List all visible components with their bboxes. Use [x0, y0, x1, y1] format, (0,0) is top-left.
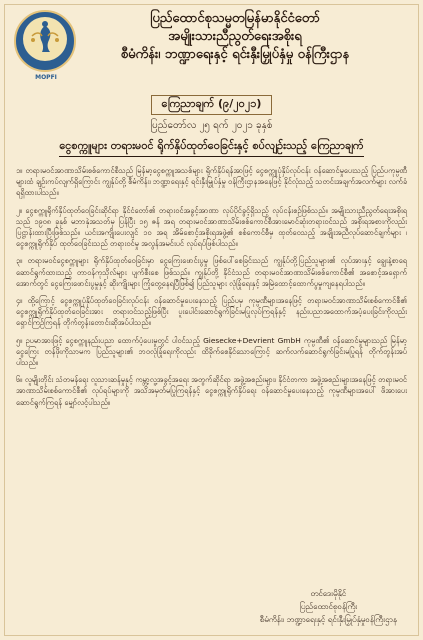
notice-number: ကြေညာချက် (၉/၂၀၂၁): [151, 95, 273, 115]
signatory-ministry: စီမံကိန်း၊ ဘဏ္ဍာရေးနှင့် ရင်းနှီးမြှုပ်နှံမှုဝန်ကြီးဌာန: [259, 615, 397, 624]
document-header: [8, 6, 415, 81]
paragraph-2: ၂။ ငွေစက္ကူရိုက်နှိပ်ထုတ်ဝေခြင်းဆိုင်ရာ နိုင်ငံတော်၏ တရားဝင်အခွင့်အာဏာ လုပ်ပိုင်ခွင့်ရှိသည့် လုပ်ငန်းစဉ်ဖြစ်သည်။ အမျိုးသားညီညွတ်ရေးအစိုးရသည် ၁၉၀၈ ခုနှစ် မဘာနုဲအသတ်မှ ပြန်ပြီး ၁၅ ဇန် အရ တရားမဝင်အာဏာသိမ်းစစ်ကောင်စီအားမောင်ဆုံးတရားဝင်သည် အစိုးရအစားကိုလည်း ပြဋ္ဌာန်းထားပြီးဖြစ်သည်။ ယင်းအကျိုးပေးလျင် ၁၀ အရ အိမ်စောင့်အစိုးရအဖွဲ့၏ စစ်ကောင်စီမှ ထုတ်ဝေသည့် အချိုးအညီလုပ်ဆောင်ချက်များ ၊ ငွေစက္ကူရိုက်နှိပ် ထုတ်ဝေခြင်းသည် တရားဝင်မှု အလွန်အမင်းပင် လုပ်ရပ်ဖြစ်ပါသည်။: [16, 205, 407, 249]
paragraph-4: ၄။ ထို့ကြောင့် ငွေစက္ကူပုံနှိပ်ထုတ်ဝေခြင်းလုပ်ငန်း ဝန်ဆောင်မှုပေးနေသည့် ပြည်ပမှ ကုမ္ပဏီများအနေဖြင့် တရားမဝင်အာဏာသိမ်းစစ်ကောင်စီ၏ ငွေစက္ကူရိုက်နှိပ်ထုတ်ဝေခြင်းအား တရားဝင်သည့်ဖြစ်ပြီး ပူးပေါင်းဆောင်ရွက်ခြင်းမပြုလုပ်ကြရန်နှင့် နည်းပညာအထောက်အပံ့ပေးခြင်းကိုလည်း ရှောင်ကြဉ်ကြရန် တိုက်တွန်းတောင်းဆိုအပ်ပါသည်။: [16, 296, 407, 328]
notice-date: ပြည်တော်လ ၂၅ ရက် ၂၀၂၁ ခုနှစ်: [150, 120, 273, 131]
government-title: အမျိုးသားညီညွတ်ရေးအစိုးရ: [168, 29, 302, 44]
signatory-name: တင်ဒေးမိုနိုင်: [310, 589, 347, 598]
signature-block: [260, 587, 397, 626]
ministry-logo: [14, 10, 78, 81]
logo-text: MOPFI: [35, 74, 57, 81]
country-title: ပြည်ထောင်စုသမ္မတမြန်မာနိုင်ငံတော်: [150, 11, 320, 26]
ministry-titles: [90, 10, 380, 64]
signatory-title: ပြည်ထောင်စုဝန်ကြီး: [299, 602, 358, 611]
ministry-title: စီမံကိန်း၊ ဘဏ္ဍာရေးနှင့် ရင်းနှီးမြှုပ်နှံမှု ဝန်ကြီးဌာန: [120, 47, 350, 62]
notice-subject: ငွေစက္ကူများ တရားမဝင် ရိုက်နှိပ်ထုတ်ဝေခြင်းနှင့် စပ်လျဉ်းသည့် ကြေညာချက်: [59, 139, 363, 157]
peacock-icon: [14, 10, 78, 74]
notice-header: [8, 92, 415, 157]
paragraph-6: ၆။ လူမျိုးတိုင်း သံတမန်ရေး လူသားဆန်မှုနှင့် ကမ္ဘာ့လူ့အခွင့်အရေး အတွက်ဆိုင်ရာ အဖွဲ့အစည်းများ၊ နိုင်ငံတကာ အဖွဲ့အစည်းများအနေဖြင့် တရားမဝင်အာဏာသိမ်းစစ်ကောင်စီ၏ လုပ်ရပ်များကို အသိအမှတ်မပြုကြရန်နှင့် ငွေစက္ကူရိုက်နှိပ်ရေး ဝန်ဆောင်မှုပေးနေသည့် ကုမ္ပဏီများအပေါ် ဖိအားပေးဆောင်ရွက်ကြရန် မျှော်လင့်ပါသည်။: [16, 375, 407, 407]
paragraph-3: ၃။ တရားမဝင်ငွေစက္ကူများ ရိုက်နှိပ်ထုတ်ဝေခြင်းမှာ ငွေကြေးဖောင်းပွမှု ဖြစ်ပေါ်စေခြင်းသည် ကျွန်ုပ်တို့ပြည်သူများ၏ လုပ်အားနှင့် ချွေးနဲ့စာရေ ဆောင်ရွက်ထားသည့် တာဝန်ကုသိုလ်များ ပျက်စီးစေ ဖြစ်သည်။ ကျွန်ုပ်တို့ နိုင်ငံသည် တရားမဝင်အာဏာသိမ်းစစ်ကောင်စီ၏ အစောင့်အရှောက်အောက်တွင် ငွေကြေးဖောင်းပွမှုနှင့် ဆိုးကျိုးများ ကြုံတွေ့နေရပြီဖြစ်၍ ပြည်သူများ လုံခြုံရေးနှင့် အမြဲထောင့်ထောက်ပွမှုကျနေရပါသည်။: [16, 256, 407, 288]
paragraph-1: ၁။ တရားမဝင်အာဏာသိမ်းစစ်ကောင်စီသည် မြန်မာ့ငွေစက္ကူအသစ်များ ရိုက်နှိပ်ရန်အာဖြင့် ငွေစက္ကူပုံနှိပ်လုပ်ငန်း ဝန်ဆောင်မှုပေးသည့် ပြည်ပကုမ္ပဏီများထံ ချဉ်းကပ်လျက်ရှိကြောင်း ကျွန်ုပ်တို့ စီမံကိန်း၊ ဘဏ္ဍာရေးနှင့် ရင်းနှီးမြှုပ်နှံမှု ဝန်ကြီးဌာနအနေဖြင့် နိုင်လုံသည့် သတင်းအချက်အလက်များ လက်ခံရရှိထားပါသည်။: [16, 166, 407, 198]
notice-body: [8, 165, 415, 408]
paragraph-5: ၅။ ဥပမာအားဖြင့် ငွေစက္ကူနည်းပညာ ထောက်ပံ့ပေးမှုတွင် ပါဝင်သည့် Giesecke+Devrient GmbH ကုမ္ပဏီ၏ ဝန်ဆောင်မှုများသည် မြန်မာ့ငွေကြေး တန်ဖိုးကိုသာမက ပြည်သူများ၏ ဘဝလုံခြုံရေးကိုလည်း ထိခိုက်စေနိုင်သောကြောင့် ဆက်လက်ဆောင်ရွက်ခြင်းမပြုရန် တိုက်တွန်းအပ်ပါသည်။: [16, 335, 407, 368]
